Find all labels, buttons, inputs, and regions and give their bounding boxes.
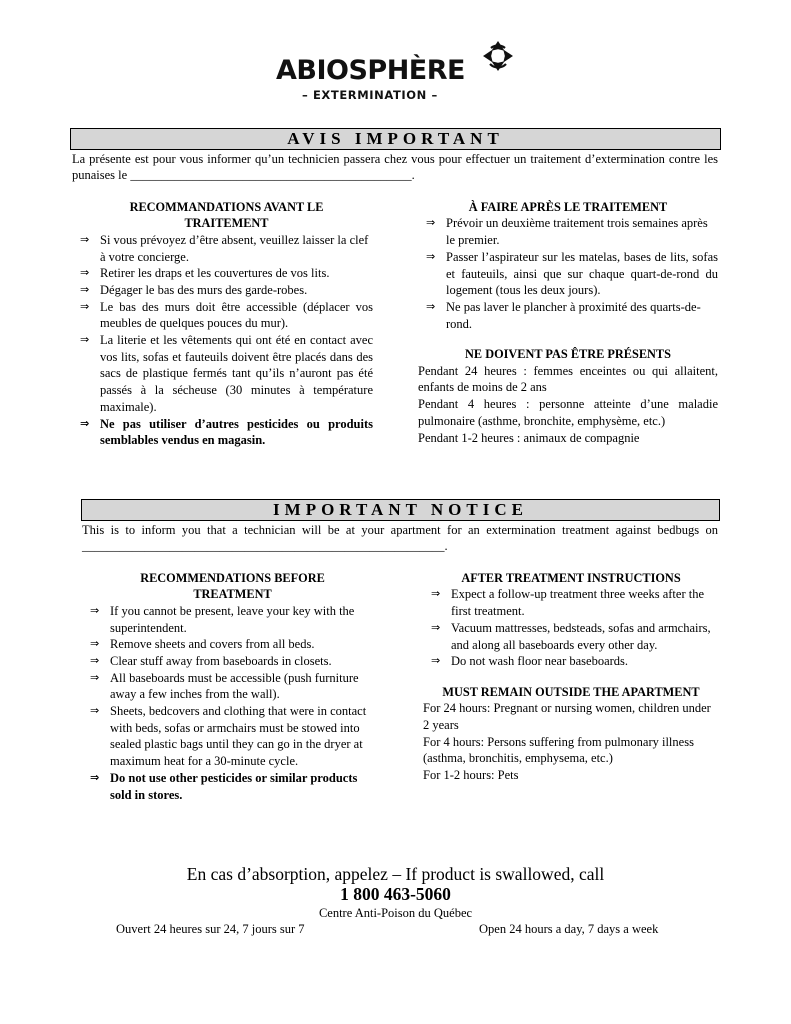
french-before-column: [80, 199, 373, 449]
arrow-icon: ⇒: [431, 654, 441, 668]
french-absent-heading: NE DOIVENT PAS ÊTRE PRÉSENTS: [465, 347, 671, 362]
arrow-icon: ⇒: [431, 620, 441, 634]
french-absent-line: Pendant 1-2 heures : animaux de compagnie: [418, 430, 640, 445]
arrow-icon: ⇒: [80, 416, 90, 430]
arrow-icon: ⇒: [80, 232, 90, 246]
arrow-icon: ⇒: [80, 282, 90, 296]
list-item: ⇒ Expect a follow-up treatment three weeks after the first treatment.: [431, 587, 705, 619]
french-absent-line: Pendant 4 heures : personne atteinte d’une maladie pulmonaire (asthme, bronchite, emphysème, etc.): [418, 397, 718, 428]
list-item: ⇒ Vacuum mattresses, bedsteads, sofas and armchairs, and along all baseboards every other day.: [431, 620, 711, 652]
arrow-icon: ⇒: [426, 216, 436, 230]
english-before-column: [90, 570, 375, 803]
english-intro-text: This is to inform you that a technician will be at your apartment for an extermination treatment against bedbugs on: [82, 523, 718, 537]
list-item: ⇒ Clear stuff away from baseboards in closets.: [90, 653, 332, 668]
english-absent-heading: MUST REMAIN OUTSIDE THE APARTMENT: [442, 684, 700, 699]
arrow-icon: ⇒: [426, 249, 436, 263]
english-absent-line: For 4 hours: Persons suffering from pulmonary illness (asthma, bronchitis, emphysema, etc.): [423, 734, 694, 766]
english-intro: [82, 522, 718, 554]
english-absent-line: For 1-2 hours: Pets: [423, 768, 519, 783]
english-after-column: [423, 570, 719, 784]
french-date-blank[interactable]: _____________________________________________.: [130, 168, 415, 182]
english-after-list: [423, 586, 719, 670]
list-item-warning: ⇒ Ne pas utiliser d’autres pesticides ou produits semblables vendus en magasin.: [80, 416, 373, 448]
open-hours-french: Ouvert 24 heures sur 24, 7 jours sur 7: [116, 922, 305, 936]
english-absent-line: For 24 hours: Pregnant or nursing women, children under 2 years: [423, 701, 711, 733]
list-item: ⇒ All baseboards must be accessible (push furniture away a few inches from the wall).: [90, 670, 359, 702]
arrow-icon: ⇒: [90, 653, 100, 667]
french-before-heading: RECOMMANDATIONS AVANT LE TRAITEMENT: [129, 200, 324, 231]
list-item: ⇒ Sheets, bedcovers and clothing that were in contact with beds, sofas or armchairs must be stowed into sealed plastic bags until they can go in the dryer at maximum heat for a 30-minute cycle.: [90, 704, 367, 769]
arrow-icon: ⇒: [80, 266, 90, 280]
list-item: ⇒ Le bas des murs doit être accessible (déplacer vos meubles de quelques pouces du mur).: [80, 299, 373, 331]
list-item: ⇒ Dégager le bas des murs des garde-robes.: [80, 282, 308, 297]
french-before-list: [80, 232, 373, 449]
logo-tagline: – EXTERMINATION –: [302, 88, 438, 102]
arrow-icon: ⇒: [90, 603, 100, 617]
arrow-icon: ⇒: [426, 299, 436, 313]
list-item: ⇒ Remove sheets and covers from all beds.: [90, 637, 315, 652]
list-item: ⇒ Si vous prévoyez d’être absent, veuillez laisser la clef à votre concierge.: [80, 232, 369, 264]
list-item: ⇒ Do not wash floor near baseboards.: [431, 654, 629, 669]
arrow-icon: ⇒: [80, 299, 90, 313]
french-intro: [72, 151, 718, 183]
french-after-heading: À FAIRE APRÈS LE TRAITEMENT: [468, 200, 668, 214]
compass-arrows-icon: [482, 40, 514, 72]
poison-call-text: En cas d’absorption, appelez – If product is swallowed, call: [186, 864, 605, 884]
arrow-icon: ⇒: [90, 704, 100, 718]
french-after-column: [418, 199, 718, 446]
list-item: ⇒ Retirer les draps et les couvertures de vos lits.: [80, 266, 330, 281]
french-intro-text: La présente est pour vous informer qu’un technicien passera chez vous pour effectuer un traitement d’extermination contre les punaises le: [72, 152, 718, 182]
english-date-blank[interactable]: __________________________________________________________.: [82, 539, 448, 553]
english-after-heading: AFTER TREATMENT INSTRUCTIONS: [461, 571, 681, 585]
list-item: ⇒ Passer l’aspirateur sur les matelas, bases de lits, sofas et fauteuils, ainsi que sur chaque quart-de-rond du logement (tous les deux jours).: [426, 249, 718, 298]
french-banner: AVIS IMPORTANT: [70, 128, 721, 150]
arrow-icon: ⇒: [80, 333, 90, 347]
open-hours-english: Open 24 hours a day, 7 days a week: [479, 922, 659, 936]
arrow-icon: ⇒: [90, 670, 100, 684]
logo-wordmark: ABIOSPHÈRE: [276, 55, 465, 86]
list-item: ⇒ If you cannot be present, leave your key with the superintendent.: [90, 603, 355, 635]
arrow-icon: ⇒: [90, 637, 100, 651]
list-item: ⇒ Prévoir un deuxième traitement trois semaines après le premier.: [426, 216, 708, 248]
french-absent-line: Pendant 24 heures : femmes enceintes ou qui allaitent, enfants de moins de 2 ans: [418, 363, 718, 395]
arrow-icon: ⇒: [431, 587, 441, 601]
english-before-list: [90, 603, 375, 803]
company-logo: [276, 40, 516, 106]
list-item: ⇒ Ne pas laver le plancher à proximité des quarts-de-rond.: [426, 299, 701, 331]
list-item: ⇒ La literie et les vêtements qui ont été en contact avec vos lits, sofas et fauteuils doivent être placés dans des sacs de plastique fermés tant qu’ils n’auront pas été passés à la sécheuse (30 minutes à température maximale).: [80, 333, 373, 414]
arrow-icon: ⇒: [90, 770, 100, 784]
list-item-warning: ⇒ Do not use other pesticides or similar products sold in stores.: [90, 770, 358, 802]
english-banner: IMPORTANT NOTICE: [81, 499, 720, 521]
french-after-list: [418, 215, 718, 332]
poison-centre-name: Centre Anti-Poison du Québec: [318, 906, 473, 920]
english-before-heading: RECOMMENDATIONS BEFORE TREATMENT: [140, 571, 325, 602]
poison-phone-number: 1 800 463-5060: [340, 884, 451, 904]
